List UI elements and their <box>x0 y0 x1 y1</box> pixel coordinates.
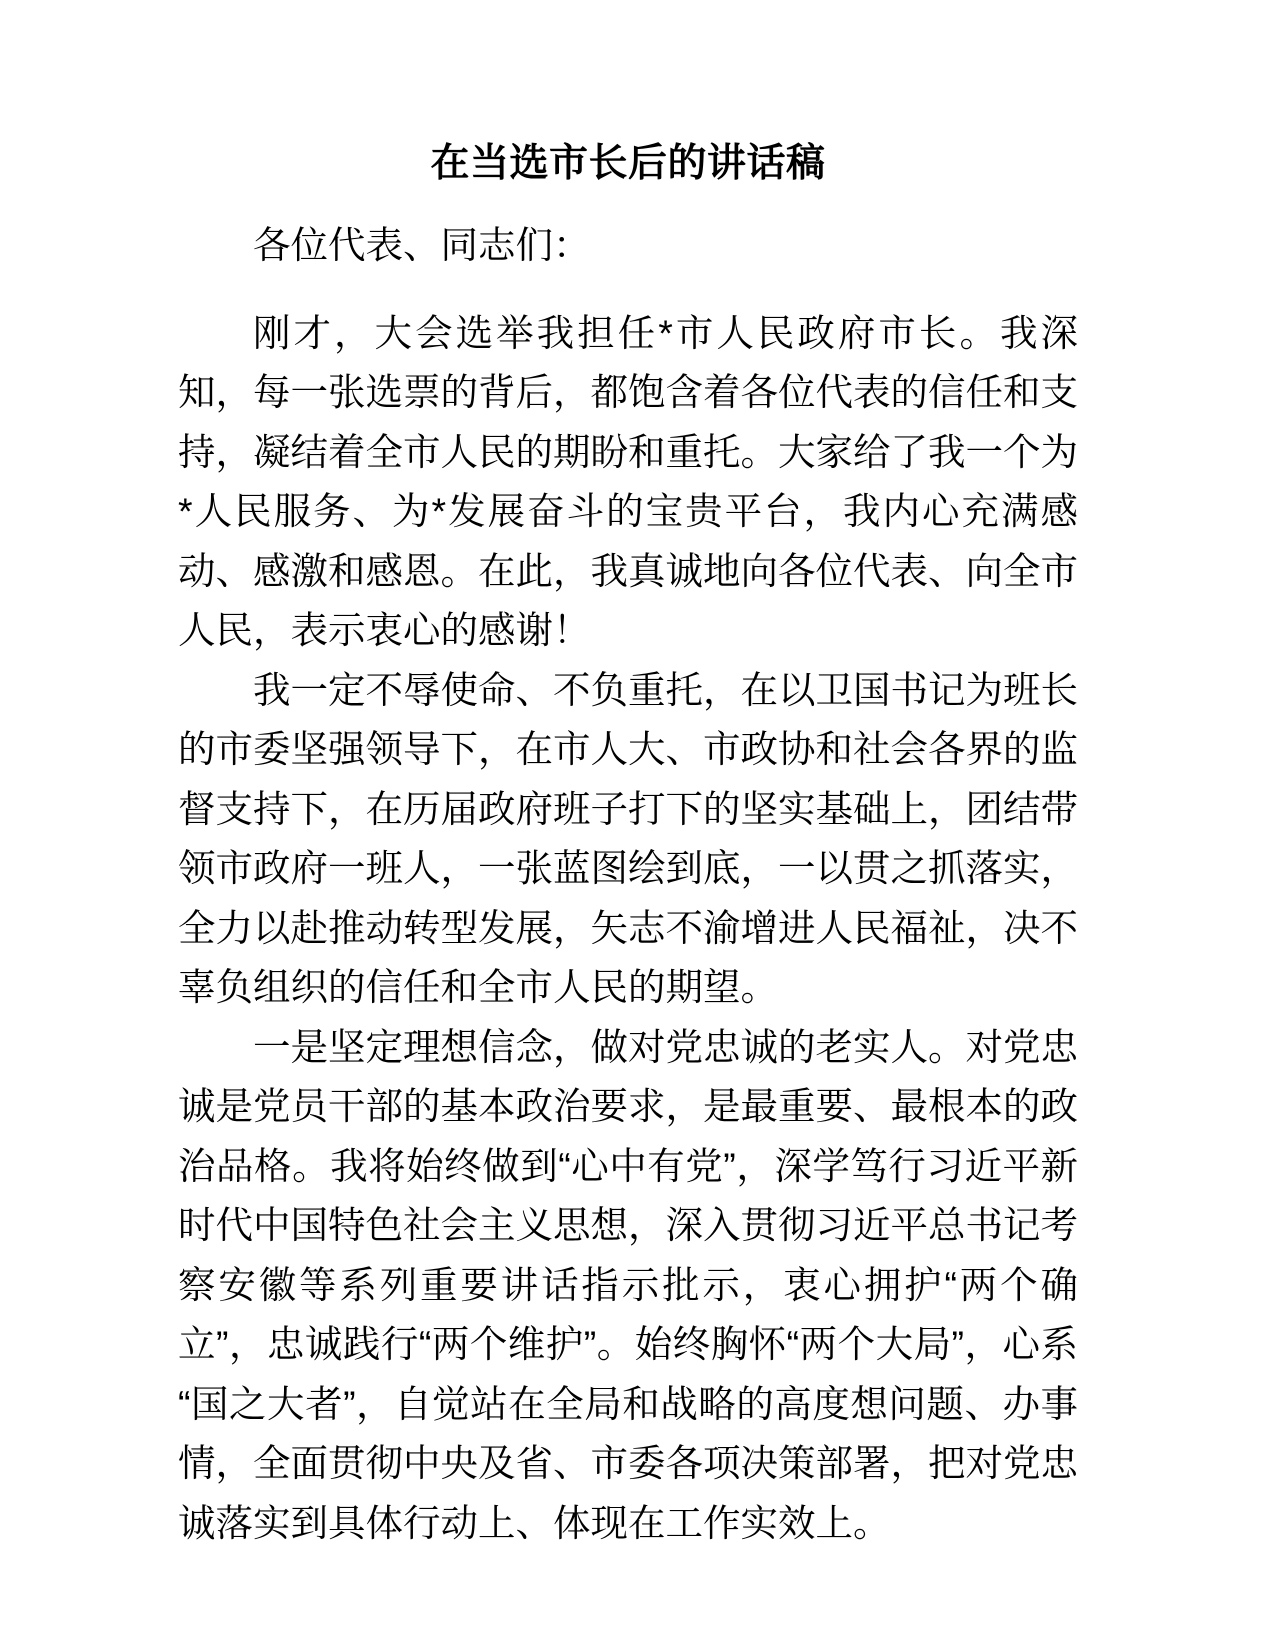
title-spacer <box>178 190 1078 216</box>
document-body <box>178 0 1078 1553</box>
page-title: 在当选市长后的讲话稿 <box>430 142 826 185</box>
body-paragraph-2: 我一定不辱使命、不负重托，在以卫国书记为班长的市委坚强领导下，在市人大、市政协和社会各界的监督支持下，在历届政府班子打下的坚实基础上，团结带领市政府一班人，一张蓝图绘到底，一以贯之抓落实，全力以赴推动转型发展，矢志不渝增进人民福祉，决不辜负组织的信任和全市人民的期望。 <box>178 668 1078 1008</box>
salutation-line: 各位代表、同志们： <box>253 224 591 266</box>
body-paragraph-3: 一是坚定理想信念，做对党忠诚的老实人。对党忠诚是党员干部的基本政治要求，是最重要、最根本的政治品格。我将始终做到“心中有党”，深学笃行习近平新时代中国特色社会主义思想，深入贯彻习近平总书记考察安徽等系列重要讲话指示批示，衷心拥护“两个确立”，忠诚践行“两个维护”。始终胸怀“两个大局”，心系“国之大者”，自觉站在全局和战略的高度想问题、办事情，全面贯彻中央及省、市委各项决策部署，把对党忠诚落实到具体行动上、体现在工作实效上。 <box>178 1025 1078 1544</box>
body-paragraph-1: 刚才，大会选举我担任*市人民政府市长。我深知，每一张选票的背后，都饱含着各位代表的信任和支持，凝结着全市人民的期盼和重托。大家给了我一个为*人民服务、为*发展奋斗的宝贵平台，我内心充满感动、感激和感恩。在此，我真诚地向各位代表、向全市人民，表示衷心的感谢！ <box>178 311 1078 651</box>
salutation-gap <box>178 276 1078 304</box>
